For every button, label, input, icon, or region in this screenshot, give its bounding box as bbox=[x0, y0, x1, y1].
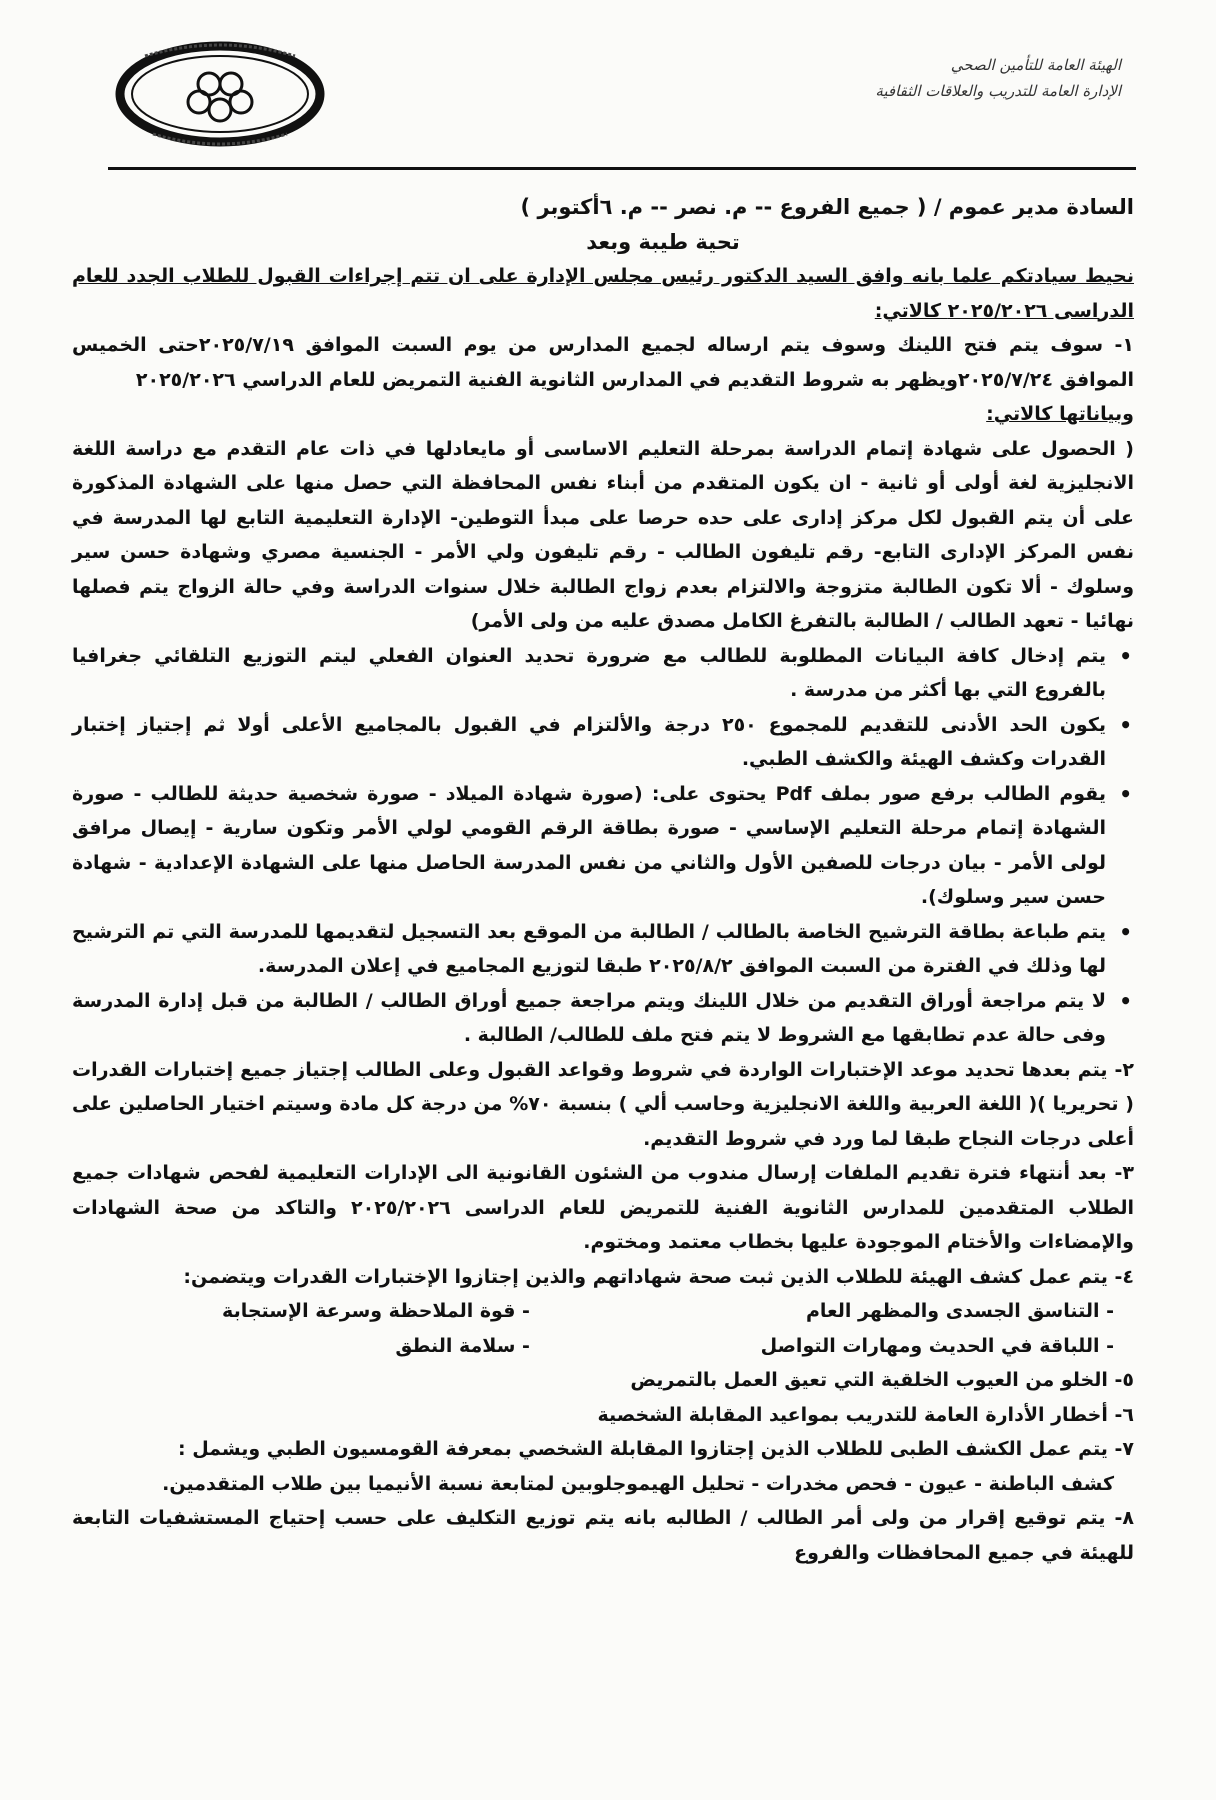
criteria-item: - سلامة النطق bbox=[395, 1334, 530, 1357]
bullet-item: • يكون الحد الأدنى للتقديم للمجموع ٢٥٠ درجة والألتزام في القبول بالمجاميع الأعلى أولا ثم إجتياز إختبار القدرات وكشف الهيئة والكشف الطبي. bbox=[72, 708, 1134, 777]
organization-header bbox=[701, 52, 1121, 104]
letter-body bbox=[72, 190, 1134, 1570]
item-4: ٤- يتم عمل كشف الهيئة للطلاب الذين ثبت صحة شهاداتهم والذين إجتازوا الإختبارات القدرات ويتضمن: bbox=[183, 1265, 1134, 1288]
item-5: ٥- الخلو من العيوب الخلقية التي تعيق العمل بالتمريض bbox=[630, 1369, 1134, 1391]
item-4-criteria-row bbox=[72, 1329, 1134, 1364]
item-6: ٦- أخطار الأدارة العامة للتدريب بمواعيد المقابلة الشخصية bbox=[597, 1403, 1134, 1426]
criteria-item: - اللباقة في الحديث ومهارات التواصل bbox=[760, 1334, 1114, 1357]
bullet-item: • يتم إدخال كافة البيانات المطلوبة للطالب مع ضرورة تحديد العنوان الفعلي ليتم التوزيع التلقائي جغرافيا بالفروع التي بها أكثر من مدرسة . bbox=[72, 639, 1134, 708]
org-name-line2: الإدارة العامة للتدريب والعلاقات الثقافية bbox=[875, 82, 1121, 100]
bullet-item: • يقوم الطالب برفع صور بملف Pdf يحتوى على: (صورة شهادة الميلاد - صورة شخصية حديثة للطالب - صورة الشهادة إتمام مرحلة التعليم الإساسي - صورة بطاقة الرقم القومي لولي الأمر وتكون سارية - إيصال مرافق لولى الأمر - بيان درجات للصفين الأول والثاني من نفس المدرسة الحاصل منها على الشهادة الإعدادية - شهادة حسن سير وسلوك). bbox=[72, 777, 1134, 915]
item-7: ٧- يتم عمل الكشف الطبى للطلاب الذين إجتازوا المقابلة الشخصي بمعرفة القومسيون الطبي ويشمل : bbox=[177, 1438, 1134, 1460]
organization-logo bbox=[105, 30, 335, 155]
greeting: تحية طيبة وبعد bbox=[586, 229, 740, 254]
intro-paragraph: نحيط سيادتكم علما بانه وافق السيد الدكتور رئيس مجلس الإدارة على ان تتم إجراءات القبول للطلاب الجدد للعام الدراسى ٢٠٢٥/٢٠٢٦ كالاتي: bbox=[72, 265, 1134, 322]
item-3: ٣- بعد أنتهاء فترة تقديم الملفات إرسال مندوب من الشئون القانونية الى الإدارات التعليمية لفحص شهادات جميع الطلاب المتقدمين للمدارس الثانوية الفنية للتمريض للعام الدراسى ٢٠٢٥/٢٠٢٦ والتاكد من صحة الشهادات والإمضاءات والأختام الموجودة عليها بخطاب معتمد ومختوم. bbox=[72, 1162, 1134, 1253]
item-7-details: كشف الباطنة - عيون - فحص مخدرات - تحليل الهيموجلوبين لمتابعة نسبة الأنيميا بين طلاب المتقدمين. bbox=[162, 1472, 1114, 1495]
criteria-item: - التناسق الجسدى والمظهر العام bbox=[805, 1300, 1114, 1322]
item-1-subheading: وبياناتها كالاتي: bbox=[986, 403, 1134, 425]
bullet-item: • لا يتم مراجعة أوراق التقديم من خلال اللينك ويتم مراجعة جميع أوراق الطالب / الطالبة من قبل إدارة المدرسة وفى حالة عدم تطابقها مع الشروط لا يتم فتح ملف للطالب/ الطالبة . bbox=[72, 984, 1134, 1053]
bullet-item: • يتم طباعة بطاقة الترشيح الخاصة بالطالب / الطالبة من الموقع بعد التسجيل لتقديمها للمدرسة التي تم الترشيح لها وذلك في الفترة من السبت الموافق ٢٠٢٥/٨/٢ طبقا لتوزيع المجاميع في إعلان المدرسة. bbox=[72, 915, 1134, 984]
criteria-item: - قوة الملاحظة وسرعة الإستجابة bbox=[222, 1300, 530, 1322]
item-4-criteria-row bbox=[72, 1294, 1134, 1329]
org-name-line1: الهيئة العامة للتأمين الصحي bbox=[950, 56, 1121, 74]
addressee: السادة مدير عموم / ( جميع الفروع -- م. نصر -- م. ٦أكتوبر ) bbox=[520, 195, 1134, 219]
item-1: ١- سوف يتم فتح اللينك وسوف يتم ارساله لجميع المدارس من يوم السبت الموافق ٢٠٢٥/٧/١٩حتى الخميس الموافق ٢٠٢٥/٧/٢٤ويظهر به شروط التقديم في المدارس الثانوية الفنية التمريض للعام الدراسي ٢٠٢٥/٢٠٢٦ bbox=[72, 334, 1134, 391]
item-8: ٨- يتم توقيع إقرار من ولى أمر الطالب / الطالبه بانه يتم توزيع التكليف على حسب إحتياج المستشفيات التابعة للهيئة في جميع المحافظات والفروع bbox=[72, 1507, 1134, 1564]
conditions-paragraph: ( الحصول على شهادة إتمام الدراسة بمرحلة التعليم الاساسى أو مايعادلها في ذات عام التقدم مع دراسة اللغة الانجليزية لغة أولى أو ثانية - ان يكون المتقدم من أبناء نفس المحافظة التي حصل منها على الشهادة المذكورة على أن يتم القبول لكل مركز إدارى على حده حرصا على مبدأ التوطين- الإدارة التعليمية التابع لها المدرسة في نفس المركز الإدارى التابع- رقم تليفون الطالب - رقم تليفون ولي الأمر - الجنسية مصري وشهادة حسن سير وسلوك - ألا تكون الطالبة متزوجة والالتزام بعدم زواج الطالبة خلال سنوات الدراسة وفي حالة الزواج يتم فصلها نهائيا - تعهد الطالب / الطالبة بالتفرغ الكامل مصدق عليه من ولى الأمر) bbox=[72, 437, 1134, 632]
header-divider bbox=[108, 167, 1136, 170]
item-2: ٢- يتم بعدها تحديد موعد الإختبارات الواردة في شروط وقواعد القبول وعلى الطالب إجتياز جميع إختبارات القدرات ( تحريريا )( اللغة العربية واللغة الانجليزية وحاسب ألي ) بنسبة ٧٠% من درجة كل مادة وسيتم اختيار الحاصلين على أعلى درجات النجاح طبقا لما ورد في شروط التقديم. bbox=[72, 1058, 1134, 1150]
